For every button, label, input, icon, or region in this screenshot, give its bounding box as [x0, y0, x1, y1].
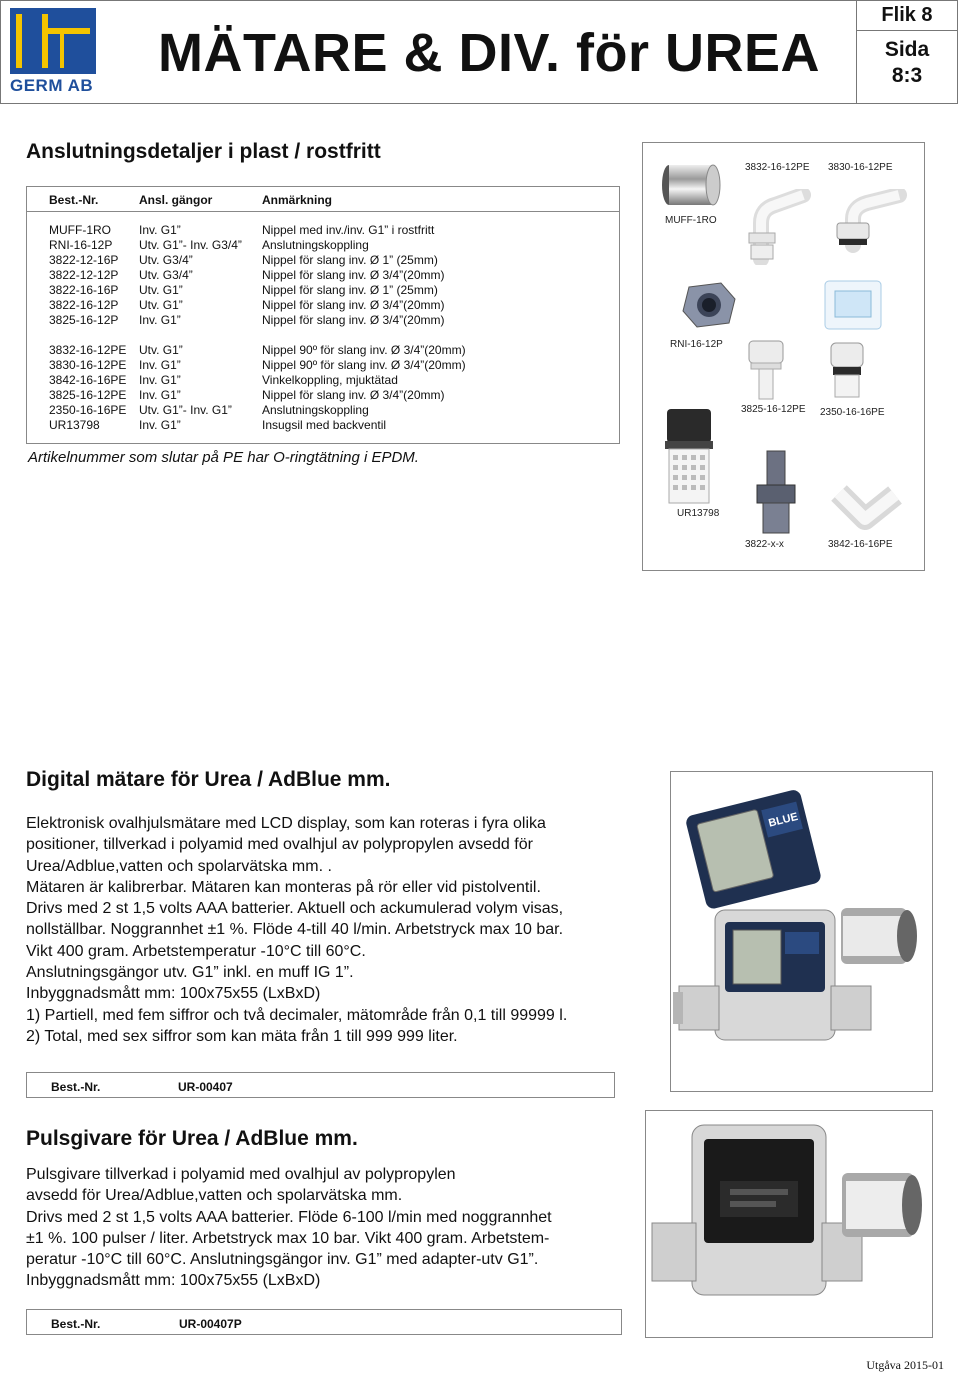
text-line: Drivs med 2 st 1,5 volts AAA batterier. Aktuell och ackumulerad volym visas,: [26, 900, 564, 918]
part-number: RNI-16-12P: [49, 238, 113, 252]
text-line: Elektronisk ovalhjulsmätare med LCD display, som kan roteras i fyra olika: [26, 815, 546, 832]
label-muff: MUFF-1RO: [665, 215, 717, 226]
thread-type: Inv. G1”: [139, 313, 181, 327]
flik-label: Flik 8: [881, 4, 933, 26]
text-line: Vikt 400 gram. Arbetstemperatur -10°C till 60°C.: [26, 942, 366, 960]
meter-brand-top: BLUE: [767, 810, 800, 830]
order-label: Best.-Nr.: [51, 1317, 101, 1331]
remark: Nippel 90º för slang inv. Ø 3/4”(20mm): [262, 343, 466, 357]
table-header: [49, 193, 609, 211]
remark: Anslutningskoppling: [262, 403, 369, 417]
text-line: Pulsgivare tillverkad i polyamid med ovalhjul av polypropylen: [26, 1166, 456, 1183]
order-label: Best.-Nr.: [51, 1080, 101, 1094]
order-number: UR-00407P: [179, 1317, 242, 1331]
remark: Anslutningskoppling: [262, 238, 369, 252]
meter-bracket-image: [819, 275, 887, 335]
parts-table: [26, 186, 620, 444]
table-row: [49, 358, 609, 373]
text-line: nollställbar. Noggrannhet ±1 %. Flöde 4-till 40 l/min. Arbetstryck max 10 bar.: [26, 921, 564, 939]
label-3832: 3832-16-12PE: [745, 162, 810, 173]
part-number: 3822-12-12P: [49, 268, 119, 282]
part-number: 3832-16-12PE: [49, 343, 127, 357]
remark: Insugsil med backventil: [262, 418, 387, 432]
text-line: Anslutningsgängor utv. G1” inkl. en muff IG 1”.: [26, 964, 354, 982]
pulsgivare-description: [26, 1164, 552, 1292]
section-title-pulsgivare: Pulsgivare för Urea / AdBlue mm.: [26, 1127, 358, 1150]
table-row: [49, 223, 609, 238]
remark: Nippel med inv./inv. G1” i rostfritt: [262, 223, 435, 237]
table-group-1: [49, 223, 609, 333]
page-number: 8:3: [891, 64, 923, 87]
part-number: 3825-16-12P: [49, 313, 119, 327]
thread-type: Inv. G1”: [139, 373, 181, 387]
digital-meter-photo: [670, 771, 933, 1092]
table-row: [49, 283, 609, 298]
text-line: Drivs med 2 st 1,5 volts AAA batterier. Flöde 6-100 l/min med noggrannhet: [26, 1208, 552, 1226]
thread-type: Inv. G1”: [139, 223, 181, 237]
thread-type: Inv. G1”: [139, 418, 181, 432]
table-row: [49, 343, 609, 358]
tab-divider: [856, 30, 958, 31]
pulsgivare-image: [646, 1111, 932, 1337]
thread-type: Utv. G1”: [139, 283, 183, 297]
thread-type: Utv. G3/4”: [139, 253, 193, 267]
table-row: [49, 313, 609, 328]
digital-meter-description: [26, 813, 567, 1047]
brand-name: GERM AB: [10, 76, 94, 95]
text-line: Inbyggnadsmått mm: 100x75x55 (LxBxD): [26, 1272, 321, 1290]
part-number: 2350-16-16PE: [49, 403, 127, 417]
table-group-2: [49, 343, 609, 438]
text-line: Inbyggnadsmått mm: 100x75x55 (LxBxD): [26, 985, 321, 1003]
elbow-nipple-3830-image: [831, 189, 907, 255]
text-line: ±1 %. 100 pulser / liter. Arbetstryck max 10 bar. Vikt 400 gram. Arbetstem-: [26, 1229, 550, 1247]
part-number: MUFF-1RO: [49, 223, 111, 237]
part-number: 3822-12-16P: [49, 253, 119, 267]
text-line: Urea/Adblue,vatten och spolarvätska mm. .: [26, 857, 332, 875]
fittings-image-panel: [642, 142, 925, 571]
remark: Nippel 90º för slang inv. Ø 3/4”(20mm): [262, 358, 466, 372]
col-header-gangor: Ansl. gängor: [139, 193, 213, 207]
section-title-digital-meter: Digital mätare för Urea / AdBlue mm.: [26, 768, 391, 791]
angle-coupling-3842-image: [825, 479, 909, 535]
coupling-2350-image: [825, 341, 869, 401]
thread-type: Inv. G1”: [139, 358, 181, 372]
label-3830: 3830-16-12PE: [828, 162, 893, 173]
text-line: Mätaren är kalibrerbar. Mätaren kan monteras på rör eller vid pistolventil.: [26, 878, 541, 896]
order-box-ur00407p: [26, 1309, 622, 1335]
edition-footer: Utgåva 2015-01: [866, 1358, 944, 1372]
thread-type: Utv. G1”: [139, 298, 183, 312]
part-number: 3822-16-12P: [49, 298, 119, 312]
text-line: peratur -10°C till 60°C. Anslutningsgängor inv. G1” med adapter-utv G1”.: [26, 1251, 539, 1269]
remark: Nippel för slang inv. Ø 3/4”(20mm): [262, 388, 445, 402]
text-line: positioner, tillverkad i polyamid med ovalhjul av polypropylen avsedd för: [26, 836, 533, 854]
col-header-anmarkning: Anmärkning: [262, 193, 333, 207]
table-row: [49, 253, 609, 268]
table-row: [49, 298, 609, 313]
label-2350: 2350-16-16PE: [820, 407, 885, 418]
section-title-anslutning: Anslutningsdetaljer i plast / rostfritt: [26, 140, 381, 163]
table-header-divider: [27, 211, 619, 212]
remark: Nippel för slang inv. Ø 3/4”(20mm): [262, 298, 445, 312]
part-number: 3825-16-12PE: [49, 388, 127, 402]
label-3842: 3842-16-16PE: [828, 539, 893, 550]
table-row: [49, 238, 609, 253]
epdm-note: Artikelnummer som slutar på PE har O-ringtätning i EPDM.: [28, 449, 419, 466]
elbow-nipple-3832-image: [741, 189, 811, 265]
pulsgivare-photo: [645, 1110, 933, 1338]
part-number: 3830-16-12PE: [49, 358, 127, 372]
text-line: 2) Total, med sex siffror som kan mäta från 1 till 999 999 liter.: [26, 1027, 458, 1045]
col-header-bestnr: Best.-Nr.: [49, 193, 99, 207]
label-rni: RNI-16-12P: [670, 339, 723, 350]
part-number: 3822-16-16P: [49, 283, 119, 297]
stainless-muff-image: [661, 159, 721, 211]
thread-type: Inv. G1”: [139, 388, 181, 402]
order-number: UR-00407: [178, 1080, 233, 1094]
text-line: 1) Partiell, med fem siffror och två decimaler, mätområde från 0,1 till 99999 l.: [26, 1006, 568, 1024]
table-row: [49, 403, 609, 418]
part-number: 3842-16-16PE: [49, 373, 127, 387]
nipple-3822-image: [751, 449, 801, 535]
remark: Nippel för slang inv. Ø 1” (25mm): [262, 283, 438, 297]
table-row: [49, 388, 609, 403]
straight-nipple-3825-image: [745, 339, 789, 401]
label-3825: 3825-16-12PE: [741, 404, 806, 415]
part-number: UR13798: [49, 418, 100, 432]
remark: Vinkelkoppling, mjuktätad: [262, 373, 398, 387]
thread-type: Utv. G1”- Inv. G3/4”: [139, 238, 242, 252]
table-row: [49, 268, 609, 283]
thread-type: Utv. G1”- Inv. G1”: [139, 403, 232, 417]
label-ur13798: UR13798: [677, 508, 720, 519]
text-line: avsedd för Urea/Adblue,vatten och spolarvätska mm.: [26, 1187, 403, 1205]
table-row: [49, 418, 609, 433]
thread-type: Utv. G3/4”: [139, 268, 193, 282]
remark: Nippel för slang inv. Ø 1” (25mm): [262, 253, 438, 267]
sida-label: Sida: [884, 38, 930, 61]
reducer-rni-image: [677, 277, 741, 333]
table-row: [49, 373, 609, 388]
remark: Nippel för slang inv. Ø 3/4”(20mm): [262, 313, 445, 327]
strainer-ur13798-image: [661, 405, 717, 509]
page-title: MÄTARE & DIV. för UREA: [158, 23, 821, 83]
digital-meter-image: [671, 772, 932, 1091]
remark: Nippel för slang inv. Ø 3/4”(20mm): [262, 268, 445, 282]
order-box-ur00407: [26, 1072, 615, 1098]
label-3822: 3822-x-x: [745, 539, 784, 550]
thread-type: Utv. G1”: [139, 343, 183, 357]
